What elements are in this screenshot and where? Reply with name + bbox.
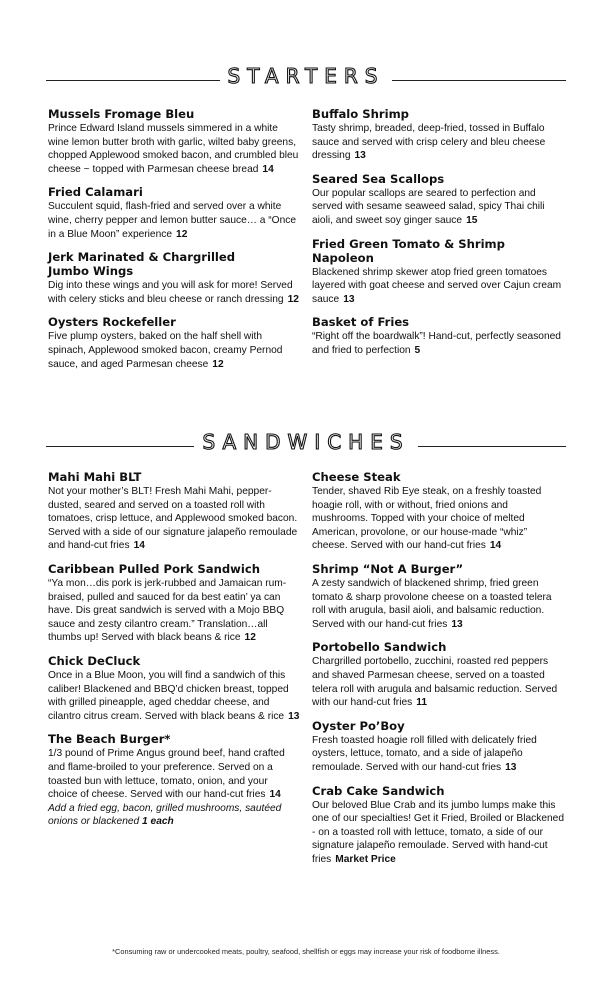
menu-item [312,315,564,357]
menu-item [312,562,564,631]
item-price: 12 [176,228,188,240]
menu-item [48,654,300,723]
item-name: Mussels Fromage Bleu [48,107,195,121]
item-name: Portobello Sandwich [312,640,447,655]
starters-right-column [312,107,564,358]
menu-item [48,107,300,176]
item-name: Caribbean Pulled Pork Sandwich [48,561,260,576]
item-price: 13 [354,150,366,162]
item-price: 13 [343,293,355,305]
item-description: “Ya mon…dis pork is jerk-rubbed and Jamaican rum-braised, pulled and sauced for da best eatin’ ya can have. Dis great sandwich is served with a Mojo BBQ sauce and zesty cilantro cream.” Translation…all thumbs up! Served with black beans & rice 12 [48,577,287,644]
item-name: Cheese Steak [312,470,401,484]
item-description: Our popular scallops are seared to perfection and served with sesame seaweed salad, spicy Thai chili aioli, and sweet soy ginger sauce 15 [312,187,545,226]
item-price: 11 [416,697,428,709]
item-name: The Beach Burger* [48,732,171,747]
starters-left-column [48,107,300,371]
item-price: 13 [451,618,463,630]
item-description: Blackened shrimp skewer atop fried green tomatoes layered with goat cheese and served over Cajun cream sauce 13 [312,266,562,305]
menu-item [48,315,300,371]
menu-item [312,237,564,307]
item-price: Market Price [335,853,396,865]
item-price: 14 [269,789,281,801]
food-safety-footnote: *Consuming raw or undercooked meats, poultry, seafood, shellfish or eggs may increase your risk of foodborne illness. [112,947,500,956]
item-price: 14 [489,540,502,552]
item-description: Our beloved Blue Crab and its jumbo lumps make this one of our specialties! Get it Fried, Broiled or Blackened - on a toasted roll with lettuce, tomato, a side of our signature jalapeño remoulade. Served with hand-cut fries Market Price [312,799,564,865]
item-price: 13 [505,761,517,773]
item-name: Chick DeCluck [48,653,141,668]
item-description: Dig into these wings and you will ask for more! Served with celery sticks and bleu cheese or ranch dressing 12 [48,280,299,305]
sandwiches-title: SANDWICHES [194,430,417,454]
item-description: Tasty shrimp, breaded, deep-fried, tossed in Buffalo sauce and served with crisp celery and bleu cheese dressing 13 [312,123,546,162]
item-description: A zesty sandwich of blackened shrimp, fried green tomato & sharp provolone cheese on a toasted telera roll with arugula, basil aioli, and balsamic reduction. Served with our hand-cut fries 13 [312,577,552,630]
sandwiches-right-column [312,470,564,866]
menu-item [312,784,564,867]
sandwiches-header [0,430,612,454]
item-name: Buffalo Shrimp [312,107,409,121]
item-description: “Right off the boardwalk”! Hand-cut, perfectly seasoned and fried to perfection 5 [312,331,561,356]
item-price: 12 [287,293,299,305]
menu-item [312,172,564,228]
menu-item [48,470,300,553]
starters-title: STARTERS [220,64,393,88]
sandwiches-left-column [48,470,300,829]
item-description: Prince Edward Island mussels simmered in a white wine lemon butter broth with garlic, wilted baby greens, chopped Applewood smoked bacon, and crumbled bleu cheese ~ topped with Parmesan cheese bread 14 [48,123,299,175]
menu-item [312,640,564,709]
item-name: Basket of Fries [312,315,410,330]
menu-item [312,719,564,775]
item-name: Fried Calamari [48,185,143,200]
item-price: 14 [262,163,274,175]
item-description: Chargrilled portobello, zucchini, roasted red peppers and shaved Parmesan cheese, served on a toasted telera roll with arugula and balsamic reduction. Served with our hand-cut fries 11 [312,656,558,709]
item-description: Succulent squid, flash-fried and served over a white wine, cherry pepper and lemon butter sauce… a “Once in a Blue Moon” experience 12 [48,201,297,240]
item-name: Seared Sea Scallops [312,171,445,186]
item-description: Tender, shaved Rib Eye steak, on a freshly toasted hoagie roll, with or without, fried onions and mushrooms. Topped with your choice of melted American, provolone, or our house-made “whiz” cheese. Served with our hand-cut fries 14 [312,486,542,552]
item-name: Shrimp “Not A Burger” [312,561,464,576]
addon-price: 1 each [142,816,174,828]
item-name: Jerk Marinated & Chargrilled Jumbo Wings [48,250,236,279]
item-price: 5 [414,344,421,356]
item-name: Crab Cake Sandwich [312,783,445,798]
menu-item [48,732,300,829]
item-description: Five plump oysters, baked on the half shell with spinach, Applewood smoked bacon, creamy Pernod sauce, and aged Parmesan cheese 12 [48,331,283,370]
menu-item [312,470,564,553]
menu-item [48,562,300,645]
menu-item [312,107,564,163]
starters-header [0,64,612,88]
item-name: Oysters Rockefeller [48,315,176,330]
menu-item [48,250,300,306]
item-price: 15 [466,214,478,226]
item-addon: Add a fried egg, bacon, grilled mushrooms, sautéed onions or blackened 1 each [48,802,282,828]
item-price: 13 [288,710,300,722]
item-price: 14 [133,540,145,552]
item-name: Mahi Mahi BLT [48,470,142,484]
item-description: Once in a Blue Moon, you will find a sandwich of this caliber! Blackened and BBQ’d chicken breast, topped with grilled pineapple, aged cheddar cheese, and cilantro citrus cream. Served with black beans & rice 13 [48,669,300,722]
item-description: 1/3 pound of Prime Angus ground beef, hand crafted and flame-broiled to your preference. Served on a toasted bun with lettuce, tomato, onion, and your choice of cheese. Served with our hand-cut fries 14 Add a fried egg, bacon, grilled mushrooms, sautéed onions or blackened 1 each [48,747,300,829]
item-name: Oyster Po’Boy [312,718,405,733]
item-description: Fresh toasted hoagie roll filled with delicately fried oysters, lettuce, tomato, and a side of jalapeño remoulade. Served with our hand-cut fries 13 [312,734,537,773]
menu-item [48,185,300,241]
item-description: Not your mother’s BLT! Fresh Mahi Mahi, pepper-dusted, seared and served on a toasted roll with tomatoes, crisp lettuce, and Applewood smoked bacon. Served with a side of our signature jalapeño remoulade and hand-cut fries 14 [48,486,298,552]
item-name: Fried Green Tomato & Shrimp Napoleon [312,236,505,265]
item-price: 12 [212,358,224,370]
item-price: 12 [244,632,256,644]
